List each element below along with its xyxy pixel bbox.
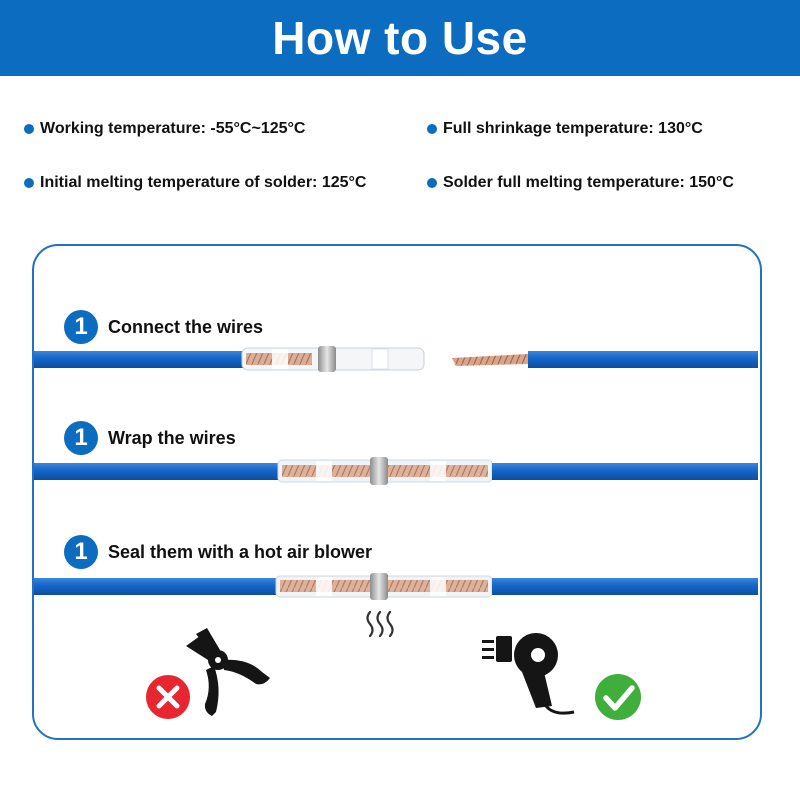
step-number-badge: 1 <box>64 535 98 569</box>
hot-air-blower-icon <box>482 633 574 713</box>
solder-ring <box>370 573 388 600</box>
solder-ring <box>370 457 388 485</box>
step-connect <box>64 310 263 344</box>
page-title: How to Use <box>272 12 528 64</box>
sealing-ring <box>430 461 446 481</box>
wire-row-wrap <box>34 457 758 485</box>
left-wire <box>34 578 280 595</box>
step-wrap <box>64 421 236 455</box>
spec-working-temperature: Working temperature: -55°C~125°C <box>24 120 305 138</box>
sealing-ring <box>430 577 446 596</box>
step-number-badge: 1 <box>64 310 98 344</box>
right-icon <box>595 674 641 720</box>
spec-solder-full-melting-temperature: Solder full melting temperature: 150°C <box>427 174 734 192</box>
step-seal <box>64 535 372 569</box>
heat-waves-icon <box>368 612 393 636</box>
wrong-icon <box>146 675 190 719</box>
right-wire <box>492 578 758 595</box>
wire-row-seal <box>34 573 758 600</box>
sealing-ring <box>316 461 332 481</box>
wire-row-connect <box>34 346 758 372</box>
right-wire <box>528 351 758 368</box>
left-wire <box>34 463 282 480</box>
spec-initial-melting-temperature: Initial melting temperature of solder: 125°C <box>24 174 366 192</box>
left-wire <box>34 351 246 368</box>
spec-full-shrinkage-temperature: Full shrinkage temperature: 130°C <box>427 120 703 138</box>
pliers-icon <box>186 628 270 716</box>
stripped-copper <box>452 354 528 366</box>
step-label: Wrap the wires <box>108 427 236 448</box>
step-number-badge: 1 <box>64 421 98 455</box>
sealing-ring <box>372 349 388 369</box>
step-label: Connect the wires <box>108 316 264 337</box>
step-label: Seal them with a hot air blower <box>108 541 373 562</box>
sealing-ring <box>272 349 288 369</box>
sealing-ring <box>316 577 332 596</box>
right-wire <box>492 463 758 480</box>
solder-ring <box>318 346 336 372</box>
